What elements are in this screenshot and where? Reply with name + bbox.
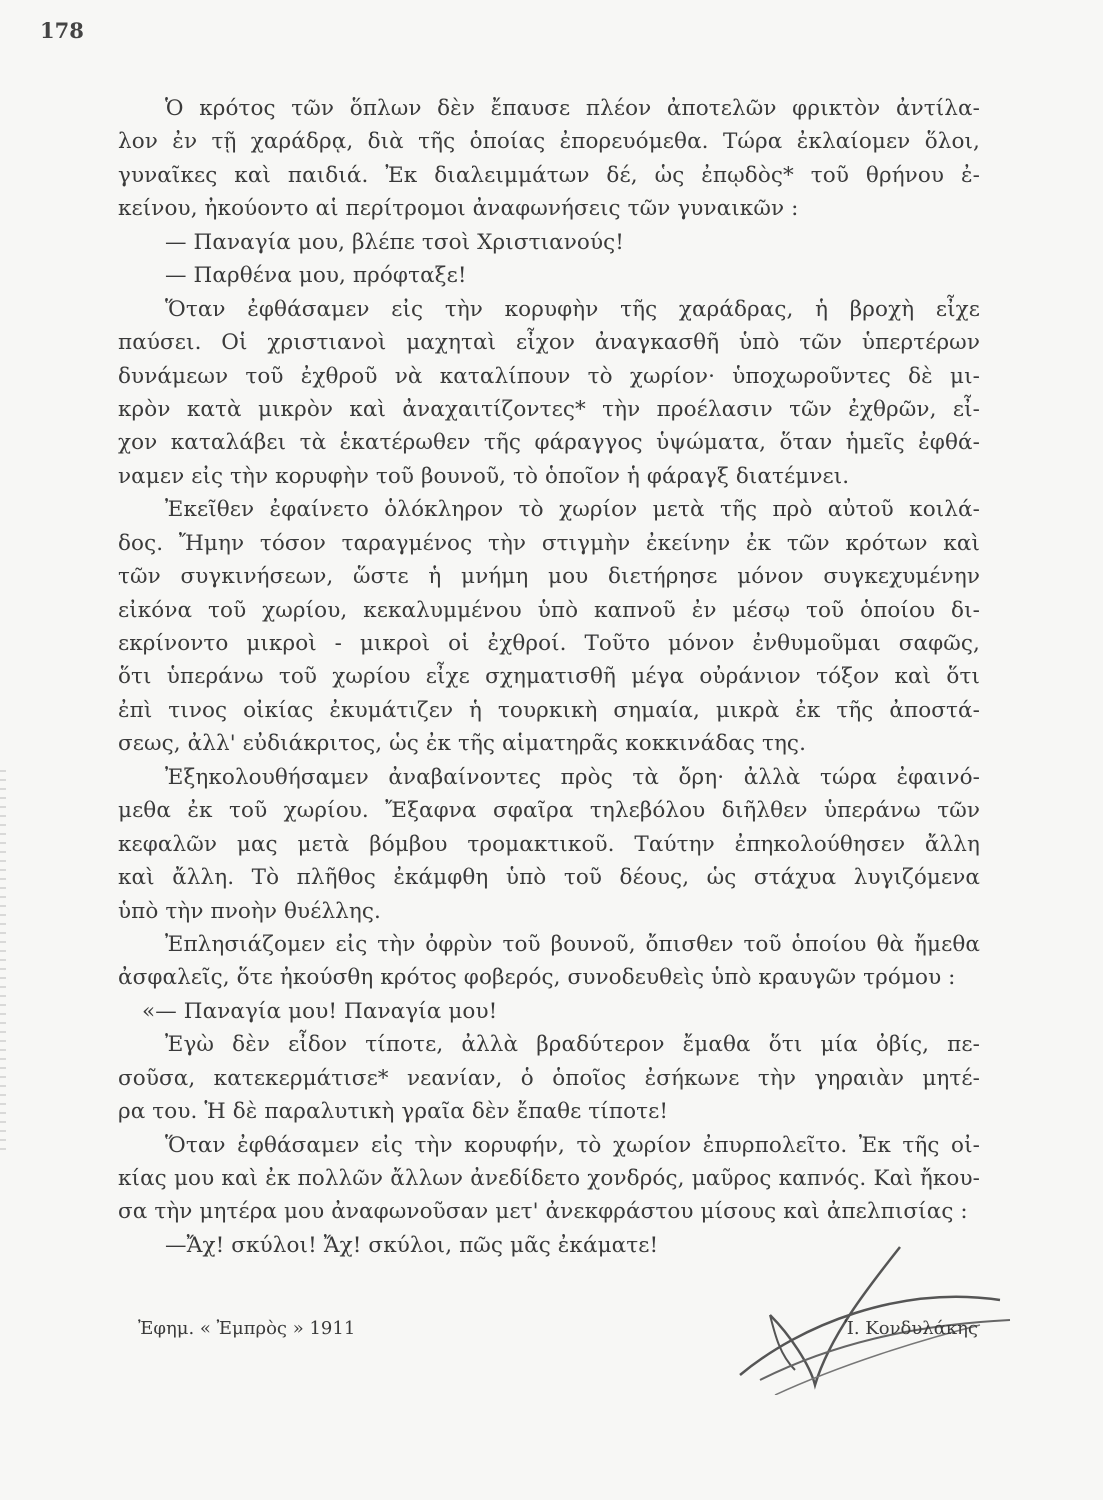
text-line: «— Παναγία μου! Παναγία μου! (142, 998, 498, 1024)
text-line: ρα του. Ἡ δὲ παραλυτικὴ γραῖα δὲν ἔπαθε τίποτε! (118, 1099, 669, 1125)
text-line: μεθα ἐκ τοῦ χωρίου. Ἔξαφνα σφαῖρα τηλεβόλου διῆλθεν ὑπεράνω τῶν (118, 798, 980, 824)
text-line: Ὅταν ἐφθάσαμεν εἰς τὴν κορυφήν, τὸ χωρίον ἐπυρπολεῖτο. Ἐκ τῆς οἰ- (165, 1132, 980, 1158)
text-line: σεως, ἀλλ' εὐδιάκριτος, ὡς ἐκ τῆς αἱματηρᾶς κοκκινάδας της. (118, 731, 807, 757)
text-line: — Παρθένα μου, πρόφταξε! (165, 263, 467, 289)
text-line: Ἐγὼ δὲν εἶδον τίποτε, ἀλλὰ βραδύτερον ἔμαθα ὅτι μία ὀβίς, πε- (165, 1032, 980, 1058)
text-line: — Παναγία μου, βλέπε τσοὶ Χριστιανούς! (165, 229, 625, 255)
text-line: Ἐξηκολουθήσαμεν ἀναβαίνοντες πρὸς τὰ ὄρη· ἀλλὰ τώρα ἐφαινό- (165, 764, 980, 790)
text-line: κείνου, ἠκούοντο αἱ περίτρομοι ἀναφωνήσεις τῶν γυναικῶν : (118, 196, 799, 222)
text-line: ὑπὸ τὴν πνοὴν θυέλλης. (118, 898, 381, 924)
source-citation: Ἐφημ. « Ἐμπρὸς » 1911 (138, 1318, 356, 1339)
text-line: εκρίνοντο μικροὶ - μικροὶ οἱ ἐχθροί. Τοῦτο μόνον ἐνθυμοῦμαι σαφῶς, (118, 631, 980, 656)
text-line: παύσει. Οἱ χριστιανοὶ μαχηταὶ εἶχον ἀναγκασθῆ ὑπὸ τῶν ὑπερτέρων (118, 330, 980, 356)
text-line: δος. Ἤμην τόσον ταραγμένος τὴν στιγμὴν ἐκείνην ἐκ τῶν κρότων καὶ (118, 530, 980, 556)
text-line: λον ἐν τῇ χαράδρᾳ, διὰ τῆς ὁποίας ἐπορευόμεθα. Τώρα ἐκλαίομεν ὅλοι, (118, 129, 980, 155)
text-line: Ὁ κρότος τῶν ὅπλων δὲν ἔπαυσε πλέον ἀποτελῶν φρικτὸν ἀντίλα- (165, 96, 980, 121)
text-line: γυναῖκες καὶ παιδιά. Ἐκ διαλειμμάτων δέ, ὡς ἐπῳδὸς* τοῦ θρήνου ἐ- (118, 162, 980, 188)
text-line: κίας μου καὶ ἐκ πολλῶν ἄλλων ἀνεδίδετο χονδρός, μαῦρος καπνός. Καὶ ἤκου- (118, 1166, 980, 1191)
text-line: εἰκόνα τοῦ χωρίου, κεκαλυμμένου ὑπὸ καπνοῦ ἐν μέσῳ τοῦ ὁποίου δι- (118, 597, 980, 623)
text-line: σοῦσα, κατεκερμάτισε* νεανίαν, ὁ ὁποῖος ἐσήκωνε τὴν γηραιὰν μητέ- (118, 1065, 980, 1091)
page-number: 178 (40, 18, 84, 43)
text-line: ἀσφαλεῖς, ὅτε ἠκούσθη κρότος φοβερός, συνοδευθεὶς ὑπὸ κραυγῶν τρόμου : (118, 965, 956, 991)
text-line: σα τὴν μητέρα μου ἀναφωνοῦσαν μετ' ἀνεκφράστου μίσους καὶ ἀπελπισίας : (118, 1199, 968, 1225)
scan-edge-artifact (0, 770, 6, 1150)
text-line: Ἐπλησιάζομεν εἰς τὴν ὀφρὺν τοῦ βουνοῦ, ὄπισθεν τοῦ ὁποίου θὰ ἤμεθα (165, 931, 980, 957)
text-line: δυνάμεων τοῦ ἐχθροῦ νὰ καταλίπουν τὸ χωρίον· ὑποχωροῦντες δὲ μι- (118, 363, 980, 389)
text-line: ὅτι ὑπεράνω τοῦ χωρίου εἶχε σχηματισθῆ μέγα οὐράνιον τόξον καὶ ὅτι (118, 664, 980, 690)
text-line: κρὸν κατὰ μικρὸν καὶ ἀναχαιτίζοντες* τὴν προέλασιν τῶν ἐχθρῶν, εἶ- (118, 396, 980, 422)
text-line: κεφαλῶν μας μετὰ βόμβου τρομακτικοῦ. Ταύτην ἐπηκολούθησεν ἄλλη (118, 831, 980, 857)
text-line: —Ἄχ! σκύλοι! Ἄχ! σκύλοι, πῶς μᾶς ἐκάματε! (165, 1232, 659, 1258)
author-name: Ἰ. Κονδυλάκης (844, 1318, 978, 1339)
text-line: τῶν συγκινήσεων, ὥστε ἡ μνήμη μου διετήρησε μόνον συγκεχυμένην (118, 564, 980, 590)
text-line: χον καταλάβει τὰ ἑκατέρωθεν τῆς φάραγγος ὑψώματα, ὅταν ἡμεῖς ἐφθά- (118, 430, 980, 456)
text-line: ἐπὶ τινος οἰκίας ἐκυμάτιζεν ἡ τουρκικὴ σημαία, μικρὰ ἐκ τῆς ἀποστά- (118, 697, 980, 723)
text-line: Ἐκεῖθεν ἐφαίνετο ὁλόκληρον τὸ χωρίον μετὰ τῆς πρὸ αὐτοῦ κοιλά- (165, 497, 980, 523)
body-text (118, 92, 980, 1262)
text-line: καὶ ἄλλη. Τὸ πλῆθος ἐκάμφθη ὑπὸ τοῦ δέους, ὡς στάχυα λυγιζόμενα (118, 865, 980, 891)
text-line: ναμεν εἰς τὴν κορυφὴν τοῦ βουνοῦ, τὸ ὁποῖον ἡ φάραγξ διατέμνει. (118, 463, 850, 489)
text-line: Ὅταν ἐφθάσαμεν εἰς τὴν κορυφὴν τῆς χαράδρας, ἡ βροχὴ εἶχε (165, 296, 980, 322)
